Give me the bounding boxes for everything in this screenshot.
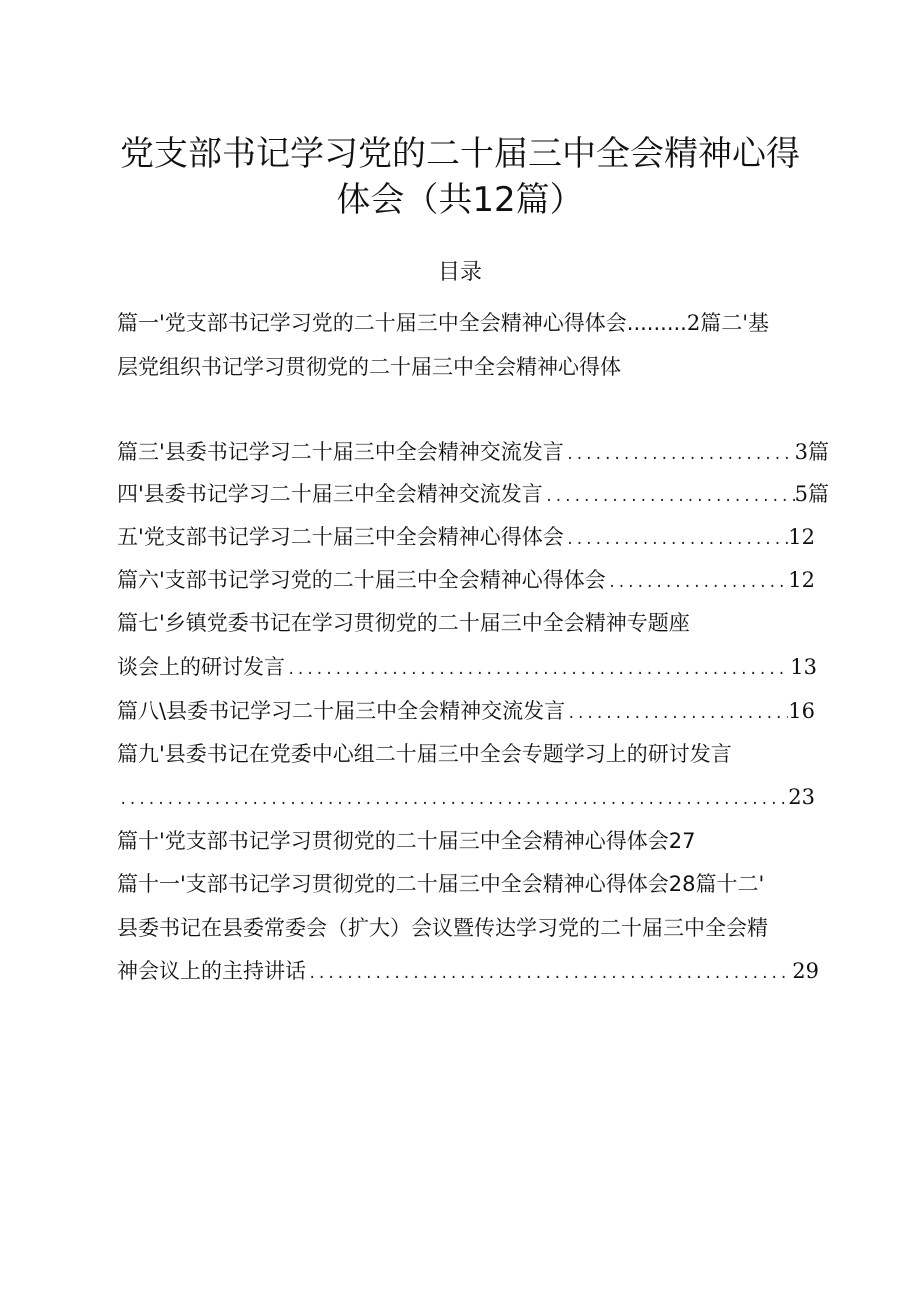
toc-entry[interactable] [117,562,815,598]
toc-heading: 目录 [437,260,482,285]
toc-entry[interactable] [117,476,829,512]
toc-dot-leader [564,437,795,470]
toc-entry-page: 3篇 [794,440,829,464]
toc-entry-text: 篇九'县委书记在党委中心组二十届三中全会专题学习上的研讨发言 [117,742,732,766]
toc-dot-leader [543,479,795,512]
toc-entry-page: 29 [792,959,819,983]
toc-entry-page: 2篇二'基 [686,311,769,335]
toc-entry-page: 5篇 [794,482,829,506]
toc-entry-text: 篇六'支部书记学习党的二十届三中全会精神心得体会 [117,568,606,592]
toc-entry-text: 五'党支部书记学习二十届三中全会精神心得体会 [117,525,564,549]
toc-entry-text: 篇八\县委书记学习二十届三中全会精神交流发言 [117,699,566,723]
toc-entry[interactable] [117,693,815,729]
toc-entry[interactable] [117,779,815,815]
toc-entry-text: 四'县委书记学习二十届三中全会精神交流发言 [117,482,543,506]
toc-entry[interactable] [117,305,829,341]
toc-dot-leader [564,522,788,555]
toc-entry[interactable] [117,519,815,555]
toc-entry-page: 12 [788,525,815,549]
document-title-line-1: 党支部书记学习党的二十届三中全会精神心得 [120,134,800,174]
toc-entry[interactable] [117,823,829,859]
toc-entry-page: 13 [790,655,817,679]
toc-entry-text: 谈会上的研讨发言 [117,655,285,679]
toc-dot-leader [606,565,788,598]
toc-entry-page: 16 [788,699,815,723]
toc-dot-leader [306,956,792,989]
toc-entry-text: 篇七'乡镇党委书记在学习贯彻党的二十届三中全会精神专题座 [117,611,690,635]
toc-dot-leader [285,652,790,685]
toc-entry-page: 23 [788,785,815,809]
toc-entry[interactable] [117,910,829,946]
toc-entry[interactable] [117,736,829,772]
toc-dot-leader [565,696,788,729]
document-title-line-2: 体会（共12篇） [336,180,584,220]
toc-entry-text: 层党组织书记学习贯彻党的二十届三中全会精神心得体 [117,355,621,379]
toc-entry[interactable] [117,953,819,989]
toc-entry[interactable] [117,866,829,902]
toc-entry-text: 篇十'党支部书记学习贯彻党的二十届三中全会精神心得体会27 [117,829,696,853]
toc-entry-text: 篇三'县委书记学习二十届三中全会精神交流发言 [117,440,564,464]
toc-entry[interactable] [117,605,829,641]
toc-entry[interactable] [117,434,829,470]
toc-entry-text: 神会议上的主持讲话 [117,959,306,983]
toc-entry-page: 12 [788,568,815,592]
toc-entry-dots: ......... [626,311,687,335]
toc-entry-text: 篇十一'支部书记学习贯彻党的二十届三中全会精神心得体会28篇十二' [117,872,765,896]
toc-entry[interactable] [117,349,829,385]
toc-dot-leader [117,782,788,815]
toc-entry-text: 篇一'党支部书记学习党的二十届三中全会精神心得体会 [117,311,627,335]
toc-entry-text: 县委书记在县委常委会（扩大）会议暨传达学习党的二十届三中全会精 [117,916,768,940]
toc-entry[interactable] [117,649,817,685]
